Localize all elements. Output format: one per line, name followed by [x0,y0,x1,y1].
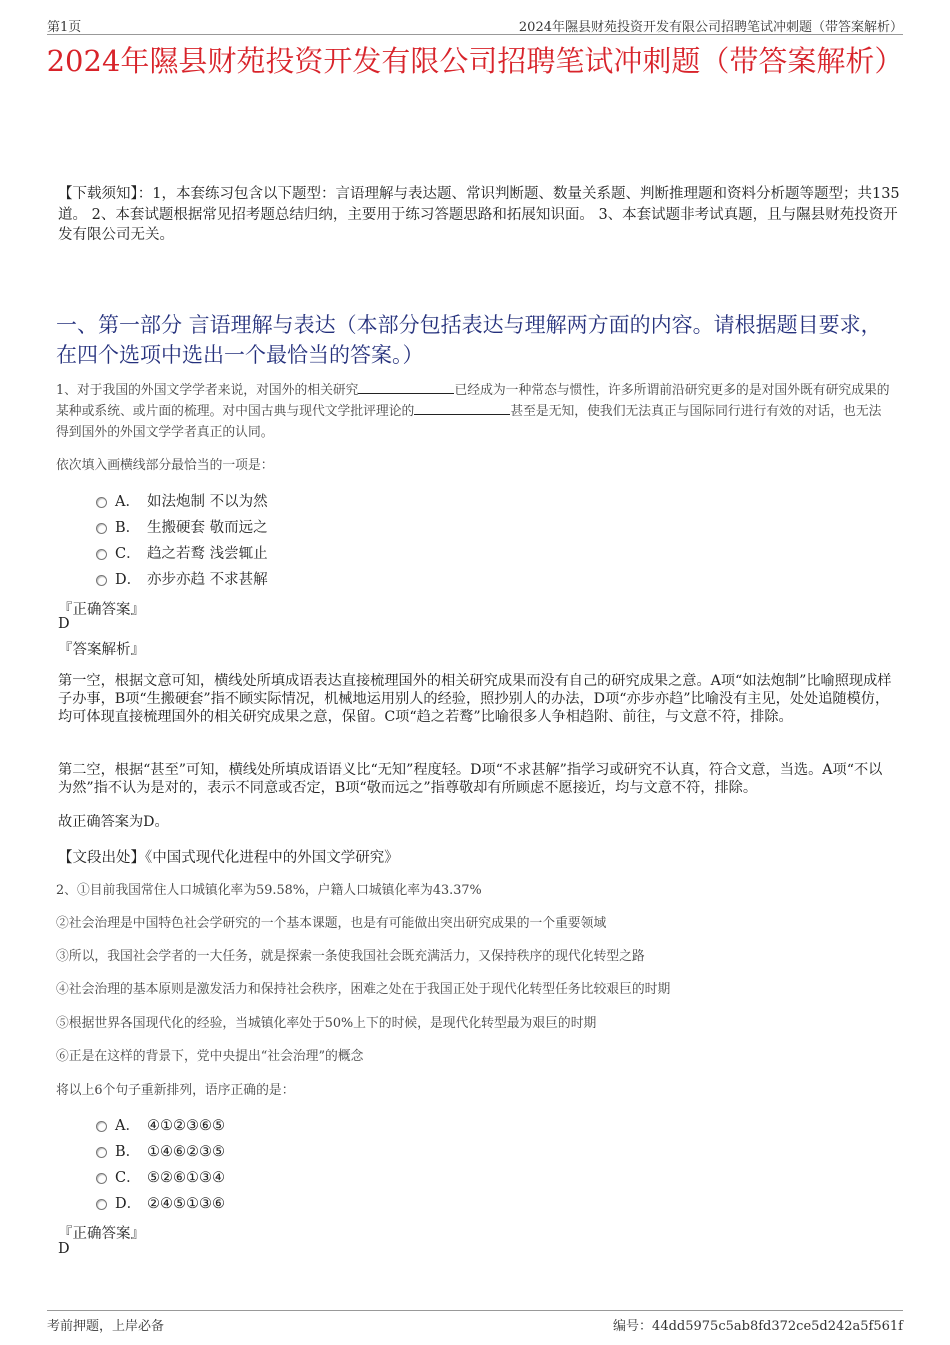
option-text: ④①②③⑥⑤ [147,1118,225,1134]
option-key: A． [115,1118,140,1134]
option-key: C． [115,546,141,562]
option-key: D． [115,1196,142,1212]
option-text: 生搬硬套 敬而远之 [147,520,268,536]
page-number: 第1页 [47,20,82,35]
option-text: ①④⑥②③⑤ [147,1144,225,1160]
radio-icon[interactable] [96,497,107,508]
radio-icon[interactable] [96,1199,107,1210]
page-footer [47,1310,903,1335]
radio-icon[interactable] [96,523,107,534]
option-text: ⑤②⑥①③④ [147,1170,225,1186]
fill-blank-1 [358,381,454,394]
q2-line-5: ⑤根据世界各国现代化的经验，当城镇化率处于50%上下的时候，是现代化转型最为艰巨的时期 [56,1016,597,1031]
q2-option-a[interactable] [96,1114,225,1136]
question-1-stem [56,380,894,443]
radio-icon[interactable] [96,1147,107,1158]
page-header [47,14,903,35]
fill-blank-2 [414,402,510,415]
option-text: 如法炮制 不以为然 [147,494,268,510]
question-1-prompt: 依次填入画横线部分最恰当的一项是： [56,458,274,473]
section-heading: 一、第一部分 言语理解与表达（本部分包括表达与理解两方面的内容。请根据题目要求，在四个选项中选出一个最恰当的答案。） [56,313,882,367]
option-text: 趋之若鹜 浅尝辄止 [147,546,268,562]
q2-line-6: ⑥正是在这样的背景下，党中央提出“社会治理”的概念 [56,1049,364,1064]
option-key: B． [115,520,141,536]
question-2-prompt: 将以上6个句子重新排列，语序正确的是： [56,1083,295,1098]
footer-slogan: 考前押题，上岸必备 [47,1319,165,1334]
option-text: ②④⑤①③⑥ [147,1196,225,1212]
radio-icon[interactable] [96,1121,107,1132]
option-key: A． [115,494,140,510]
q1-answer-label: 『正确答案』 [58,602,145,618]
q2-option-d[interactable] [96,1192,225,1214]
q1-analysis-paragraph-2: 第二空，根据“甚至”可知，横线处所填成语语义比“无知”程度轻。D项“不求甚解”指学习或研究不认真，符合文意，当选。A项“不以为然”指不认为是对的，表示不同意或否定，B项“敬而远之”指尊敬却有所顾虑不愿接近，均与文意不符，排除。 [58,762,883,796]
q1-option-a[interactable] [96,490,268,512]
q1-text-b: 已经成为一种常态与惯性，许多所谓前沿研究更多的是对国外既有研究成果的某种或系统、或片面的梳理。对中国古典与现代文学批评理论的 [56,383,890,419]
radio-icon[interactable] [96,575,107,586]
radio-icon[interactable] [96,1173,107,1184]
radio-icon[interactable] [96,549,107,560]
q2-option-c[interactable] [96,1166,225,1188]
q2-line-1: 2、①目前我国常住人口城镇化率为59.58%，户籍人口城镇化率为43.37% [56,883,482,898]
option-key: B． [115,1144,141,1160]
q1-option-d[interactable] [96,568,268,590]
q2-answer-label: 『正确答案』 [58,1226,145,1242]
q1-analysis-label: 『答案解析』 [58,642,145,658]
download-notice: 【下载须知】：1，本套练习包含以下题型：言语理解与表达题、常识判断题、数量关系题、判断推理题和资料分析题等题型；共135道。 2、本套试题根据常见招考题总结归纳，主要用于练习答题思路和拓展知识面。 3、本套试题非考试真题，且与隰县财苑投资开发有限公司无关。 [58,186,900,243]
q2-option-b[interactable] [96,1140,225,1162]
q2-line-2: ②社会治理是中国特色社会学研究的一个基本课题，也是有可能做出突出研究成果的一个重要领域 [56,916,607,931]
q1-answer: D [58,616,70,632]
q1-analysis-paragraph-1: 第一空，根据文意可知，横线处所填成语表达直接梳理国外的相关研究成果而没有自己的研究成果之意。A项“如法炮制”比喻照现成样子办事，B项“生搬硬套”指不顾实际情况，机械地运用别人的经验，照抄别人的办法，D项“亦步亦趋”比喻没有主见，处处追随模仿，均可体现直接梳理国外的相关研究成果之意，保留。C项“趋之若鹜”比喻很多人争相趋附、前往，与文意不符，排除。 [58,673,892,725]
q1-option-c[interactable] [96,542,268,564]
document-title: 2024年隰县财苑投资开发有限公司招聘笔试冲刺题（带答案解析） [46,44,904,78]
q1-option-b[interactable] [96,516,268,538]
option-key: D． [115,572,142,588]
q2-line-4: ④社会治理的基本原则是激发活力和保持社会秩序，困难之处在于我国正处于现代化转型任务比较艰巨的时期 [56,982,671,997]
option-key: C． [115,1170,141,1186]
q1-text-a: 1、对于我国的外国文学学者来说，对国外的相关研究 [56,383,359,398]
header-doc-title: 2024年隰县财苑投资开发有限公司招聘笔试冲刺题（带答案解析） [518,20,903,35]
q1-conclusion: 故正确答案为D。 [58,814,169,830]
q1-source: 【文段出处】《中国式现代化进程中的外国文学研究》 [58,850,399,866]
q2-line-3: ③所以，我国社会学者的一大任务，就是探索一条使我国社会既充满活力，又保持秩序的现代化转型之路 [56,949,645,964]
document-id: 编号：44dd5975c5ab8fd372ce5d242a5f561f [613,1319,903,1334]
q1-text-c: 甚至是无知，使我们无法真正与国际同行进行有效的对话，也无法得到国外的外国文学学者真正的认同。 [56,404,882,440]
option-text: 亦步亦趋 不求甚解 [147,572,268,588]
q2-answer: D [58,1241,70,1257]
